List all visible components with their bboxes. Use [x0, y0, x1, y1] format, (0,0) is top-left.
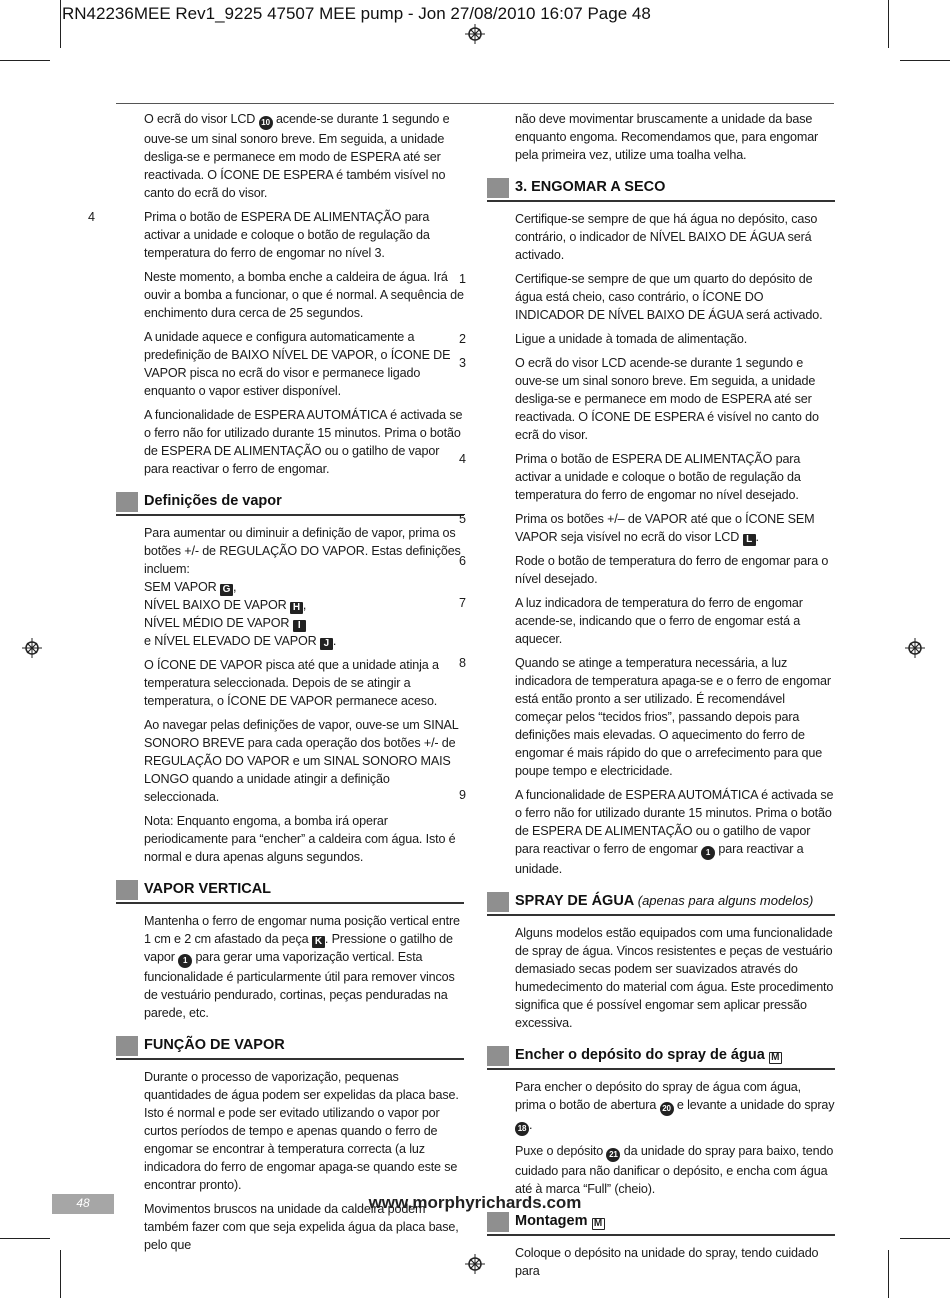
- section-header: [116, 880, 464, 904]
- paragraph: Neste momento, a bomba enche a caldeira de água. Irá ouvir a bomba a funcionar, o que é normal. A sequência de enchimento dura cerca de 25 segundos.: [144, 270, 464, 320]
- list-item: [459, 270, 835, 324]
- page-number: 48: [76, 1196, 90, 1210]
- item-number: 1: [459, 272, 466, 286]
- crop-mark: [0, 1238, 50, 1239]
- paragraph: O ecrã do visor LCD 10 acende-se durante 1 segundo e ouve-se um sinal sonoro breve. Em seguida, a unidade desliga-se e permanece em modo de ESPERA até ser reactivada. O ÍCONE DE ESPERA é também visível no canto do ecrã do visor.: [144, 112, 450, 200]
- item-number: 9: [459, 788, 466, 802]
- paragraph: Para aumentar ou diminuir a definição de vapor, prima os botões +/- de REGULAÇÃO DO VAPOR. Estas definições incluem:: [144, 526, 461, 576]
- paragraph: Mantenha o ferro de engomar numa posição vertical entre 1 cm e 2 cm afastado da peça K . Pressione o gatilho de vapor 1 para gerar uma vaporização vertical. Esta funcionalidade é particularmente útil para remover vincos de vestuário pendurado, cortinas, peças penduradas na parede, etc.: [144, 914, 460, 1020]
- section-header: [487, 178, 835, 202]
- paragraph: não deve movimentar bruscamente a unidade da base enquanto engoma. Recomendamos que, para engomar pela primeira vez, utilize uma toalha velha.: [515, 112, 819, 162]
- list-item: [459, 552, 835, 588]
- section-header: [487, 1046, 835, 1070]
- crop-mark: [900, 60, 950, 61]
- part-ref-icon: 21: [606, 1148, 620, 1162]
- section-subtitle: (apenas para alguns modelos): [637, 893, 814, 908]
- crop-mark: [900, 1238, 950, 1239]
- item-number: 6: [459, 554, 466, 568]
- section-title: Definições de vapor: [144, 493, 282, 509]
- part-ref-icon: 1: [178, 954, 192, 968]
- part-ref-icon: K: [312, 936, 325, 948]
- paragraph: Para encher o depósito do spray de água com água, prima o botão de abertura 20 e levante a unidade do spray 18 .: [515, 1078, 835, 1136]
- list-item: 5 Prima os botões +/– de VAPOR até que o ÍCONE SEM VAPOR seja visível no ecrã do visor LCD L .: [459, 512, 815, 545]
- part-ref-icon: G: [220, 584, 233, 596]
- item-number: 2: [459, 332, 466, 346]
- crop-mark: [888, 1250, 889, 1298]
- item-text: Prima o botão de ESPERA DE ALIMENTAÇÃO para activar a unidade e coloque o botão de regulação da temperatura do ferro de engomar no nível desejado.: [515, 452, 801, 502]
- section-marker: [487, 178, 509, 198]
- section-header: [116, 1036, 464, 1060]
- item-text: Ligue a unidade à tomada de alimentação.: [515, 332, 748, 346]
- paragraph: A unidade aquece e configura automaticamente a predefinição de BAIXO NÍVEL DE VAPOR, o ÍCONE DE VAPOR pisca no ecrã do visor e permanece ligado enquanto o vapor estiver disponível.: [144, 330, 451, 398]
- registration-mark-icon: [905, 638, 925, 658]
- setting-line: NÍVEL BAIXO DE VAPOR H ,: [144, 598, 307, 613]
- registration-mark-icon: [465, 1254, 485, 1274]
- paragraph: Certifique-se sempre de que há água no depósito, caso contrário, o indicador de NÍVEL BAIXO DE ÁGUA será activado.: [515, 212, 818, 262]
- section-title: FUNÇÃO DE VAPOR: [144, 1037, 285, 1053]
- crop-mark: [60, 1250, 61, 1298]
- item-number: 4: [88, 210, 95, 224]
- part-ref-icon: 20: [660, 1102, 674, 1116]
- section-title: SPRAY DE ÁGUA (apenas para alguns modelos): [515, 893, 814, 909]
- section-title: 3. ENGOMAR A SECO: [515, 179, 666, 195]
- top-rule: [116, 103, 834, 104]
- part-ref-icon: J: [320, 638, 333, 650]
- paragraph: Movimentos bruscos na unidade da caldeira podem também fazer com que seja expelida água da placa base, pelo que: [144, 1202, 459, 1252]
- paragraph: Alguns modelos estão equipados com uma funcionalidade de spray de água. Vincos resistentes e peças de vestuário demasiado secas podem ser suavizados através do humedecimento do material com água. Este procedimento significa que é possível engomar sem aplicar pressão excessiva.: [515, 926, 834, 1030]
- section-marker: [116, 492, 138, 512]
- website-url: www.morphyrichards.com: [368, 1193, 582, 1212]
- section-title: Montagem M: [515, 1213, 605, 1230]
- list-item: [459, 594, 835, 648]
- list-item: [459, 330, 835, 348]
- list-item: [459, 354, 835, 444]
- section-marker: [116, 1036, 138, 1056]
- item-number: 4: [459, 452, 466, 466]
- part-ref-icon: 10: [259, 116, 273, 130]
- left-column: [88, 110, 464, 1260]
- item-text: Quando se atinge a temperatura necessária, a luz indicadora de temperatura apaga-se e o ferro de engomar está então pronto a ser utilizado. É recomendável começar pelos “tecidos frios”, passando depois para definições mais elevadas. O aquecimento do ferro de engomar é mais rápido do que o arrefecimento para que poupe tempo e electricidade.: [515, 656, 831, 778]
- part-ref-icon: L: [743, 534, 756, 546]
- section-marker: [116, 880, 138, 900]
- part-ref-icon: 1: [701, 846, 715, 860]
- setting-line: NÍVEL MÉDIO DE VAPOR I: [144, 614, 464, 632]
- section-marker: [487, 892, 509, 912]
- registration-mark-icon: [22, 638, 42, 658]
- part-ref-icon: H: [290, 602, 303, 614]
- item-number: 7: [459, 596, 466, 610]
- list-item: [88, 208, 464, 262]
- item-text: Certifique-se sempre de que um quarto do depósito de água está cheio, caso contrário, o ÍCONE DO INDICADOR DE NÍVEL BAIXO DE ÁGUA será activado.: [515, 272, 823, 322]
- section-marker: [487, 1046, 509, 1066]
- crop-mark: [0, 60, 50, 61]
- part-ref-icon: I: [293, 620, 306, 632]
- item-text: Prima o botão de ESPERA DE ALIMENTAÇÃO para activar a unidade e coloque o botão de regulação da temperatura do ferro de engomar no nível 3.: [144, 210, 430, 260]
- item-number: 3: [459, 356, 466, 370]
- item-number: 5: [459, 512, 466, 526]
- list-item: [459, 654, 835, 780]
- crop-mark: [888, 0, 889, 48]
- item-text: Rode o botão de temperatura do ferro de engomar para o nível desejado.: [515, 554, 829, 586]
- part-ref-icon: 18: [515, 1122, 529, 1136]
- paragraph: Durante o processo de vaporização, pequenas quantidades de água podem ser expelidas da placa base. Isto é normal e pode ser evitado utilizando o vapor por curtos períodos de tempo e apenas quando o ferro de engomar se encontrar à temperatura correcta (a luz indicadora do ferro de engomar apaga-se quando este se encontrar pronto).: [144, 1070, 459, 1192]
- paragraph: Coloque o depósito na unidade do spray, tendo cuidado para: [515, 1246, 819, 1278]
- part-ref-icon: M: [592, 1218, 605, 1230]
- list-item: 9 A funcionalidade de ESPERA AUTOMÁTICA é activada se o ferro não for utilizado durante 15 minutos. Prima o botão de ESPERA DE ALIMENTAÇÃO ou o gatilho de vapor para reactivar o ferro de engomar 1 para reactivar a unidade.: [459, 788, 834, 876]
- section-marker: [487, 1212, 509, 1232]
- setting-line: SEM VAPOR G ,: [144, 580, 237, 595]
- paragraph: A funcionalidade de ESPERA AUTOMÁTICA é activada se o ferro não for utilizado durante 15 minutos. Prima o botão de ESPERA DE ALIMENTAÇÃO ou o gatilho de vapor para reactivar o ferro de engomar.: [144, 408, 463, 476]
- list-item: [459, 450, 835, 504]
- registration-mark-icon: [465, 24, 485, 44]
- paragraph: O ÍCONE DE VAPOR pisca até que a unidade atinja a temperatura seleccionada. Depois de se atingir a temperatura, o ÍCONE DE VAPOR permanece aceso.: [144, 658, 439, 708]
- setting-line: e NÍVEL ELEVADO DE VAPOR J .: [144, 634, 337, 649]
- crop-mark: [60, 0, 61, 48]
- item-number: 8: [459, 656, 466, 670]
- part-ref-icon: M: [769, 1052, 782, 1064]
- paragraph: Puxe o depósito 21 da unidade do spray para baixo, tendo cuidado para não danificar o depósito, e encha com água até à marca “Full” (cheio).: [515, 1144, 834, 1196]
- section-title: VAPOR VERTICAL: [144, 881, 272, 897]
- section-header: [487, 892, 835, 916]
- section-title: Encher o depósito do spray de água M: [515, 1047, 782, 1064]
- section-header: [116, 492, 464, 516]
- paragraph: Ao navegar pelas definições de vapor, ouve-se um SINAL SONORO BREVE para cada operação dos botões +/- de REGULAÇÃO DO VAPOR e um SINAL SONORO MAIS LONGO quando a unidade atingir a definição seleccionada.: [144, 718, 459, 804]
- paragraph: Nota: Enquanto engoma, a bomba irá operar periodicamente para “encher” a caldeira com água. Isto é normal e dura apenas alguns segundos.: [144, 814, 456, 864]
- item-text: A luz indicadora de temperatura do ferro de engomar acende-se, indicando que o ferro de engomar está a aquecer.: [515, 596, 803, 646]
- print-header: RN42236MEE Rev1_9225 47507 MEE pump - Jon 27/08/2010 16:07 Page 48: [62, 4, 651, 23]
- section-header: [487, 1212, 835, 1236]
- item-text: O ecrã do visor LCD acende-se durante 1 segundo e ouve-se um sinal sonoro breve. Em seguida, a unidade desliga-se e permanece em modo de ESPERA até ser reactivada. O ÍCONE DE ESPERA é visível no canto do ecrã do visor.: [515, 356, 819, 442]
